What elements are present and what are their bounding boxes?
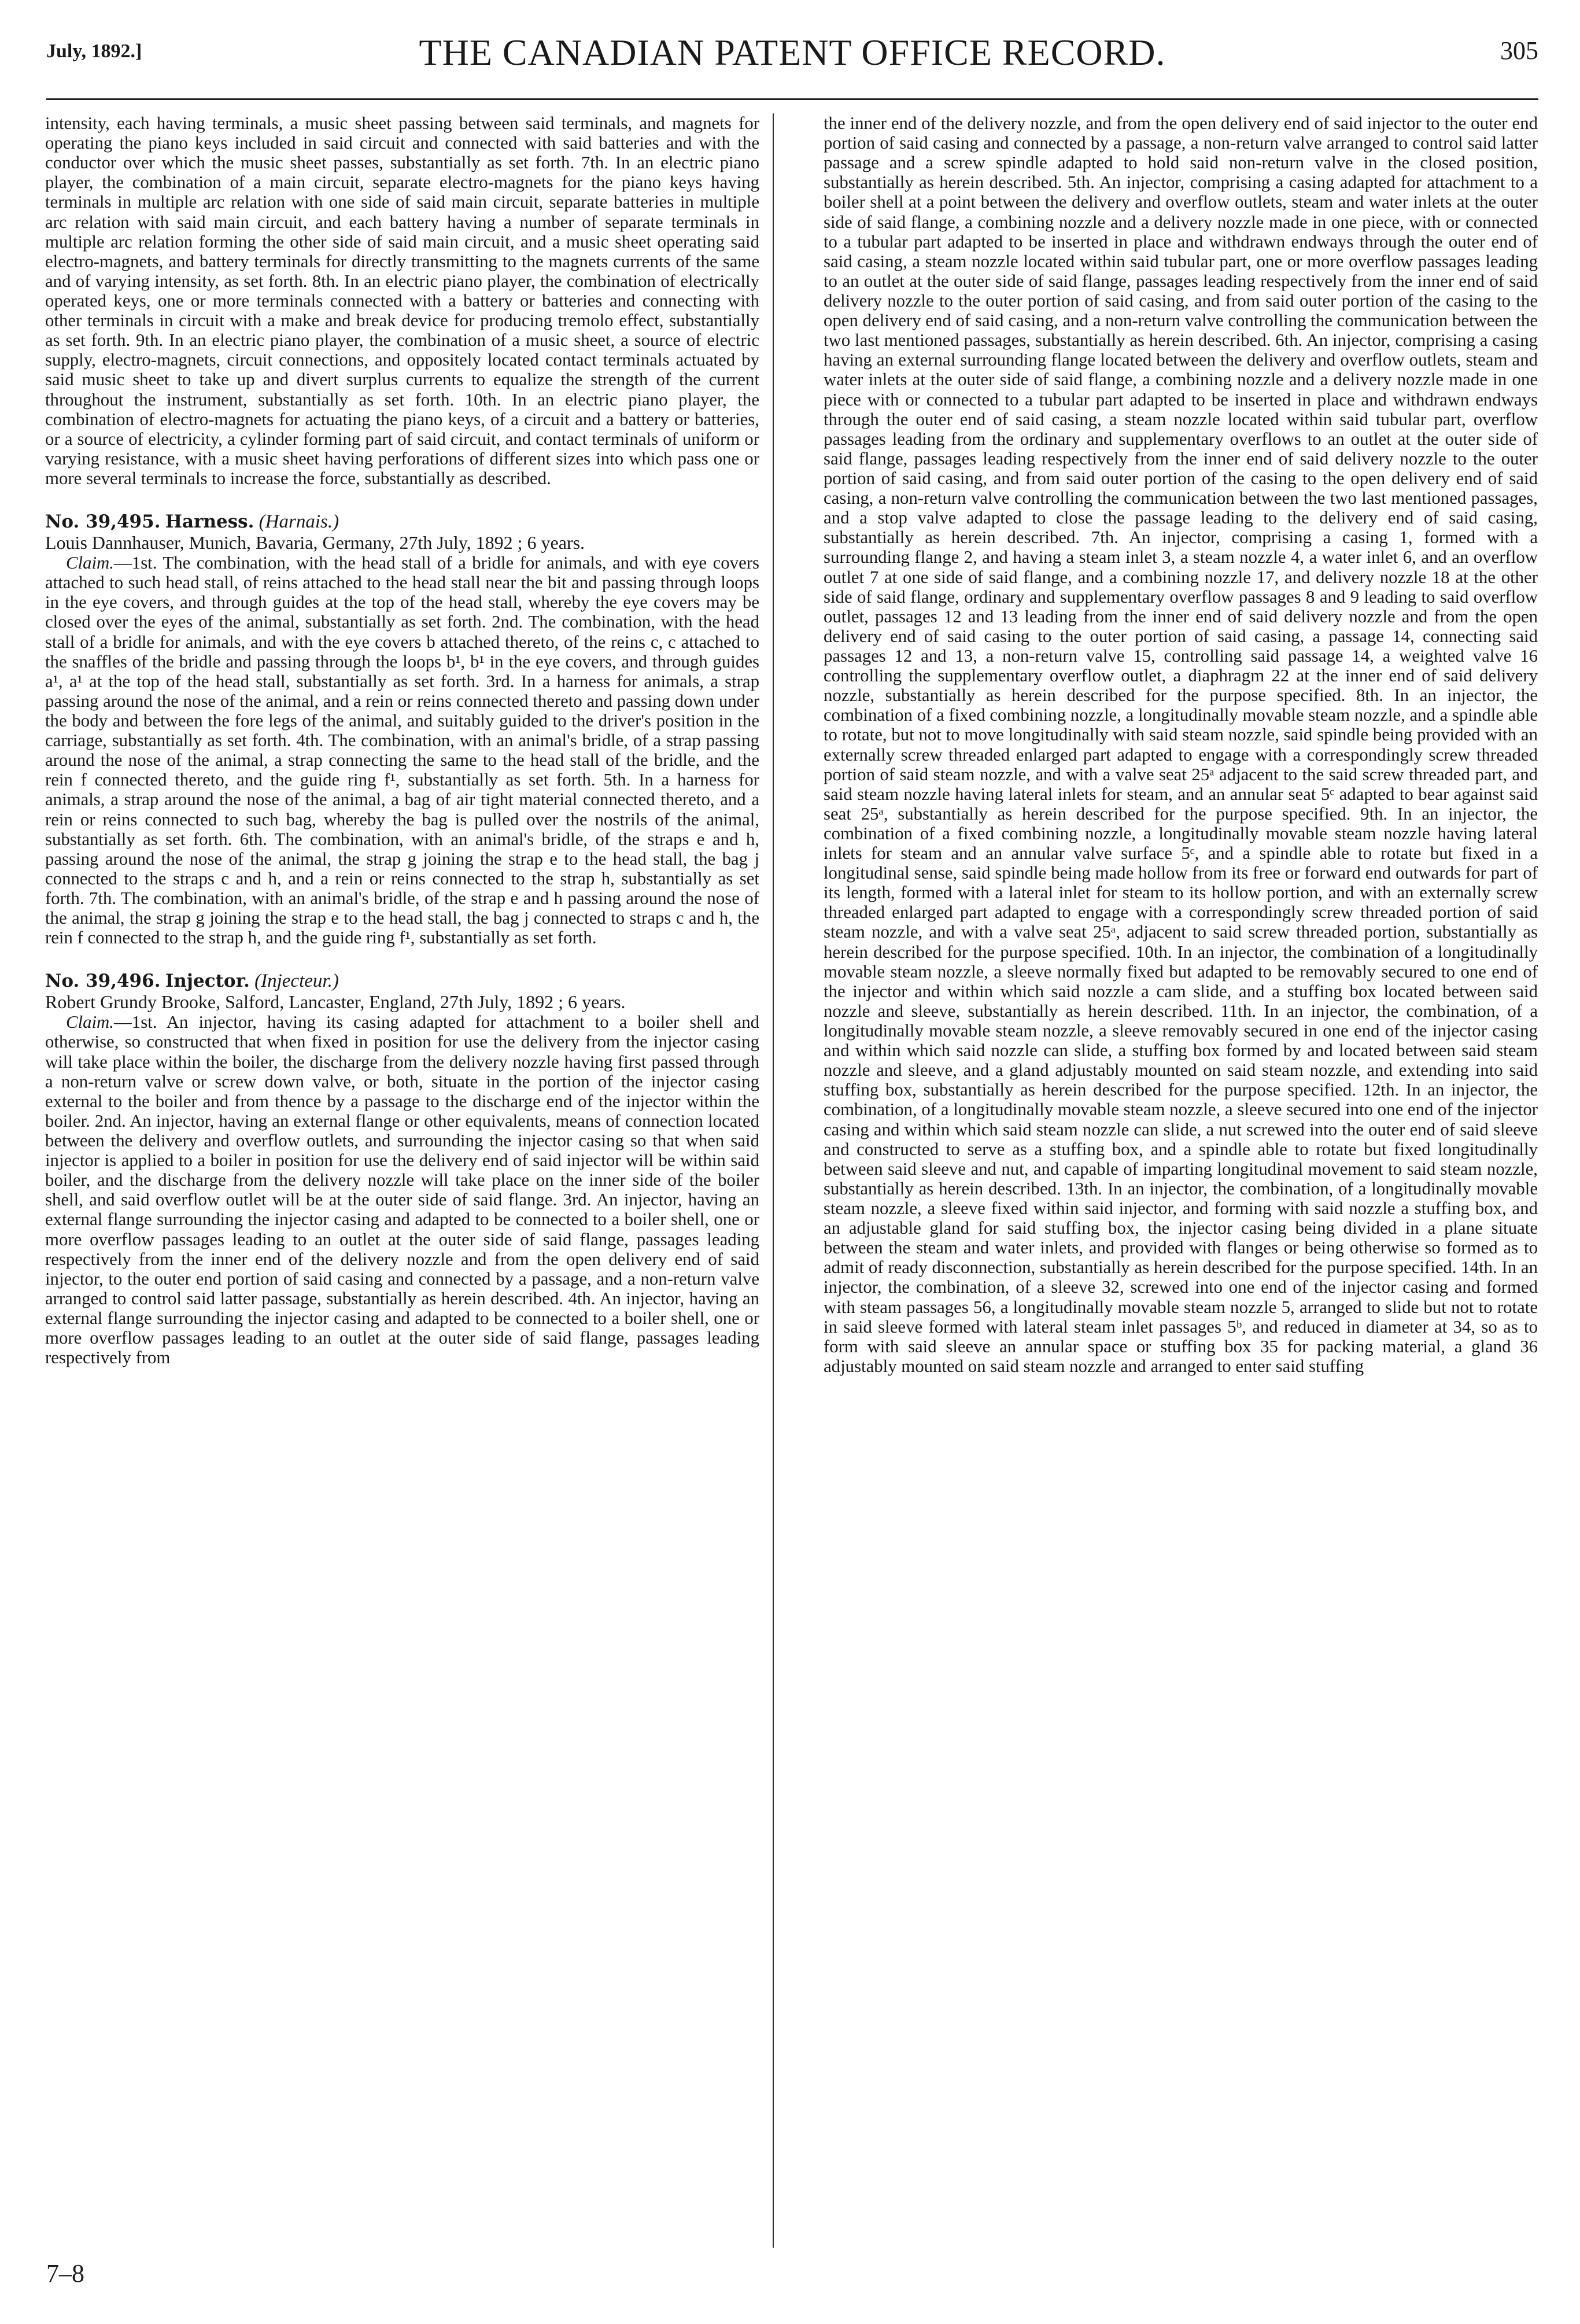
entry-claims [45,553,759,947]
claim-label: Claim. [66,1012,114,1032]
header-rule [46,98,1538,100]
header-date: July, 1892.] [46,40,142,62]
entry-number: No. 39,496. [45,971,161,992]
entry-title: Injector. [165,971,250,992]
entry-french-title: (Harnais.) [259,511,339,533]
entry-title: Harness. [165,511,254,533]
entry-heading [45,511,759,533]
page-signature: 7–8 [46,2259,84,2288]
entry-heading [45,971,759,992]
entry-inventor: Robert Grundy Brooke, Salford, Lancaster, England, 27th July, 1892 ; 6 years. [45,991,626,1012]
header-page-number: 305 [1500,36,1538,65]
patent-entry-39496 [45,971,759,1367]
entry-number: No. 39,495. [45,511,161,533]
claims-text: —1st. The combination, with the head stall of a bridle for animals, and with eye covers attached to such head stall, of reins attached to the head stall near the bit and passing through loops in the eye covers, and through guides at the top of the head stall, whereby the eye covers may be closed over the eyes of the animal, substantially as set forth. 2nd. The combination, with the head stall of a bridle for animals, and with the eye covers b attached thereto, of the reins c, c attached to the snaffles of the bridle and passing through the loops b¹, b¹ in the eye covers, and through guides a¹, a¹ at the top of the head stall, substantially as set forth. 3rd. In a harness for animals, a strap passing around the nose of the animal, and a rein or reins connected thereto and passing down under the body and between the fore legs of the animal, and suitably guided to the driver's position in the carriage, substantially as set forth. 4th. The combination, with an animal's bridle, of a strap passing around the nose of the animal, a strap connecting the same to the head stall of the bridle, and the rein f connected thereto, and the guide ring f¹, substantially as set forth. 5th. In a harness for animals, a strap around the nose of the animal, a bag of air tight material connected thereto, and a rein or reins connected to such bag, whereby the bag is pulled over the nostrils of the animal, substantially as set forth. 6th. The combination, with an animal's bridle, of the straps e and h, passing around the nose of the animal, the strap g joining the strap e to the head stall, the bag j connected to the straps c and h, and a rein or reins connected to the strap h, substantially as set forth. 7th. The combination, with an animal's bridle, of the strap e and h passing around the nose of the animal, the strap g joining the strap e to the head stall, the bag j connected to straps c and h, the rein f connected to the strap h, and the guide ring f¹, substantially as set forth. [45,553,759,948]
header-title: THE CANADIAN PATENT OFFICE RECORD. [419,32,1166,73]
entry-french-title: (Injecteur.) [254,971,339,992]
entry-claims [45,1012,759,1367]
continuation-text: intensity, each having terminals, a music sheet passing between said terminals, and magnets for operating the piano keys included in said circuit and connected with said batteries and with the conductor over which the music sheet passes, substantially as set forth. 7th. In an electric piano player, the combination of a main circuit, separate electro-magnets for the piano keys having terminals in multiple arc relation with one side of said main circuit, separate batteries in multiple arc relation with said main circuit, and each battery having a number of separate terminals in multiple arc relation forming the other side of said main circuit, and a music sheet operating said electro-magnets, and battery terminals for directly transmitting to the magnets currents of the same and of varying intensity, as set forth. 8th. In an electric piano player, the combination of electrically operated keys, one or more terminals connected with a battery or batteries and connecting with other terminals in circuit with a make and break device for producing tremolo effect, substantially as set forth. 9th. In an electric piano player, the combination of a music sheet, a source of electric supply, electro-magnets, circuit connections, and oppositely located contact terminals actuated by said music sheet to take up and divert surplus currents to equalize the strength of the current throughout the instrument, substantially as set forth. 10th. In an electric piano player, the combination of electro-magnets for actuating the piano keys, of a circuit and a battery or batteries, or a source of electricity, a cylinder forming part of said circuit, and contact terminals of uniform or varying resistance, with a music sheet having perforations of different sizes into which pass one or more several terminals to increase the force, substantially as described. [45,113,759,488]
page-header [46,28,1538,74]
left-column [45,113,759,2253]
patent-entry-39495 [45,511,759,947]
column-divider [773,113,774,2248]
entry-inventor: Louis Dannhauser, Munich, Bavaria, Germany, 27th July, 1892 ; 6 years. [45,532,585,553]
claim-label: Claim. [66,553,114,573]
right-column-text: the inner end of the delivery nozzle, and from the open delivery end of said injector to the outer end portion of said casing and connected by a passage, a non-return valve arranged to control said latter passage and a screw spindle adapted to hold said non-return valve in the closed position, substantially as herein described. 5th. An injector, comprising a casing adapted for attachment to a boiler shell at a point between the delivery and overflow outlets, steam and water inlets at the outer side of said flange, a combining nozzle and a delivery nozzle made in one piece, with or connected to a tubular part adapted to be inserted in place and withdrawn endways through the outer end of said casing, a steam nozzle located within said tubular part, one or more overflow passages leading to an outlet at the outer side of said flange, passages leading respectively from the inner end of said delivery nozzle to the outer portion of said casing, and from said outer portion of the casing to the open delivery end of said casing, and a non-return valve controlling the communication between the two last mentioned passages, substantially as herein described. 6th. An injector, comprising a casing having an external surrounding flange located between the delivery and overflow outlets, steam and water inlets at the outer side of said flange, a combining nozzle and a delivery nozzle made in one piece with or connected to a tubular part adapted to be inserted in place and withdrawn endways through the outer end of said casing, a steam nozzle located within said tubular part, overflow passages leading from the ordinary and supplementary overflows to an outlet at the outer side of said flange, passages leading respectively from the inner end of said delivery nozzle to the outer portion of said casing, and from said outer portion of the casing to the open delivery end of said casing, a non-return valve controlling the communication between the two last mentioned passages, and a stop valve adapted to close the passage leading to the delivery end of said casing, substantially as herein described. 7th. An injector, comprising a casing 1, formed with a surrounding flange 2, and having a steam inlet 3, a steam nozzle 4, a water inlet 6, and an overflow outlet 7 at one side of said flange, and a combining nozzle 17, and delivery nozzle 18 at the other side of said flange, ordinary and supplementary overflow passages 8 and 9 leading to said overflow outlet, passages 12 and 13 leading from the inner end of said delivery nozzle and from the open delivery end of said casing to the outer portion of said casing, a passage 14, connecting said passages 12 and 13, a non-return valve 15, controlling said passage 14, a weighted valve 16 controlling the supplementary overflow outlet, a diaphragm 22 at the inner end of said delivery nozzle, substantially as herein described for the purpose specified. 8th. In an injector, the combination of a fixed combining nozzle, a longitudinally movable steam nozzle, and a spindle able to rotate, but not to move longitudinally with said steam nozzle, said spindle being provided with an externally screw threaded enlarged part adapted to engage with a correspondingly screw threaded portion of said steam nozzle, and with a valve seat 25ᵃ adjacent to the said screw threaded part, and said steam nozzle having lateral inlets for steam, and an annular seat 5ᶜ adapted to bear against said seat 25ᵃ, substantially as herein described for the purpose specified. 9th. In an injector, the combination of a fixed combining nozzle, a longitudinally movable steam nozzle having lateral inlets for steam and an annular valve surface 5ᶜ, and a spindle able to rotate but fixed in a longitudinal sense, said spindle being made hollow from its free or forward end outwards for part of its length, formed with a lateral inlet for steam to its hollow portion, and with an externally screw threaded enlarged part adapted to engage with a correspondingly screw threaded portion of said steam nozzle, and with a valve seat 25ᵃ, adjacent to said screw threaded portion, substantially as herein described for the purpose specified. 10th. In an injector, the combination of a longitudinally movable steam nozzle, a sleeve normally fixed but adapted to be removably secured to one end of the injector and within which said nozzle a cam slide, and a stuffing box located between said nozzle and sleeve, substantially as herein described. 11th. In an injector, the combination, of a longitudinally movable steam nozzle, a sleeve removably secured in one end of the injector casing and within which said nozzle can slide, a stuffing box formed by and located between said steam nozzle and sleeve, and a gland adjustably mounted on said steam nozzle, and extending into said stuffing box, substantially as herein described for the purpose specified. 12th. In an injector, the combination, of a longitudinally movable steam nozzle, a sleeve secured into one end of the injector casing and within which said steam nozzle can slide, a nut screwed into the outer end of said sleeve and constructed to serve as a stuffing box, and a spindle able to rotate but fixed longitudinally between said sleeve and nut, and capable of imparting longitudinal movement to said steam nozzle, substantially as herein described. 13th. In an injector, the combination, of a longitudinally movable steam nozzle, a sleeve fixed within said injector, and forming with said nozzle a stuffing box, and an adjustable gland for said stuffing box, the injector casing being divided in a plane situate between the steam and water inlets, and provided with flanges or being otherwise so formed as to admit of ready disconnection, substantially as herein described for the purpose specified. 14th. In an injector, the combination, of a sleeve 32, screwed into one end of the injector casing and formed with steam passages 56, a longitudinally movable steam nozzle 5, arranged to slide but not to rotate in said sleeve formed with lateral steam inlet passages 5ᵇ, and reduced in diameter at 34, so as to form with said sleeve an annular space or stuffing box 35 for packing material, a gland 36 adjustably mounted on said steam nozzle and arranged to enter said stuffing [824,113,1538,1376]
claims-text: —1st. An injector, having its casing adapted for attachment to a boiler shell and otherwise, so constructed that when fixed in position for use the delivery from the injector casing will take place within the boiler, the discharge from the delivery nozzle having first passed through a non-return valve or screw down valve, or both, situate in the portion of the injector casing external to the boiler and from thence by a passage to the discharge end of the injector within the boiler. 2nd. An injector, having an external flange or other equivalents, means of connection located between the delivery and overflow outlets, and surrounding the injector casing so that when said injector is applied to a boiler in position for use the delivery end of said injector will be within said boiler, and the discharge from the delivery nozzle will take place on the inner side of the boiler shell, and said overflow outlet will be at the outer side of said flange. 3rd. An injector, having an external flange surrounding the injector casing and adapted to be connected to a boiler shell, one or more overflow passages leading to an outlet at the outer side of said flange, passages leading respectively from the inner end of the delivery nozzle and from the open delivery end of said injector, to the outer end portion of said casing and connected by a passage, and a non-return valve arranged to control said latter passage, substantially as herein described. 4th. An injector, having an external flange surrounding the injector casing and adapted to be connected to a boiler shell, one or more overflow passages leading to an outlet at the outer side of said flange, passages leading respectively from [45,1012,759,1368]
right-column [824,113,1538,2253]
